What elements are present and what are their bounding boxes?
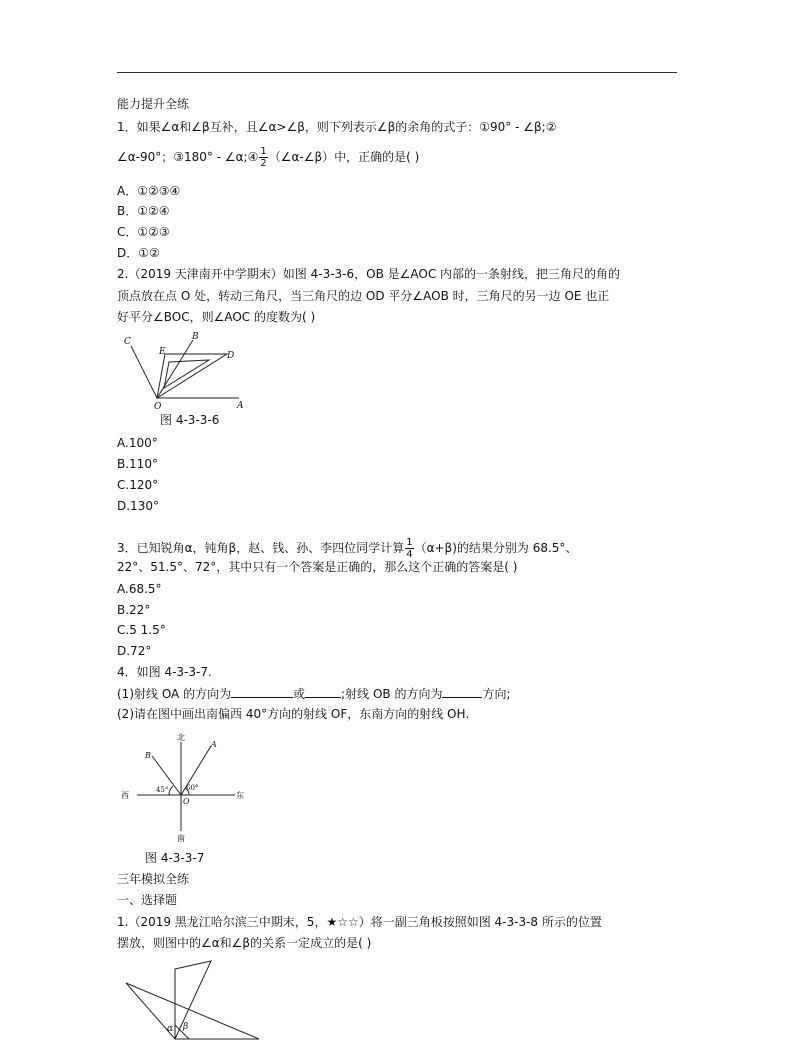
q1-line2-a: ∠α-90°；③180° - ∠α;④	[117, 150, 259, 164]
q1-frac-num: 1	[260, 146, 267, 157]
label-e: E	[159, 347, 166, 357]
section-title-mock: 三年模拟全练	[117, 872, 190, 886]
q4-blank-2[interactable]	[305, 685, 341, 698]
q4-blank-1[interactable]	[231, 685, 293, 698]
label-o: O	[154, 402, 162, 410]
q2-option-c: C.120°	[117, 478, 159, 492]
q3-frac-den: 4	[406, 549, 413, 560]
q2-line2: 顶点放在点 O 处，转动三角尺，当三角尺的边 OD 平分∠AOB 时，三角尺的另一边 OE 也正	[117, 289, 610, 303]
q1-line1: 1．如果∠α和∠β互补，且∠α>∠β，则下列表示∠β的余角的式子：①90° - ∠β;②	[117, 120, 557, 134]
q2-option-b: B.110°	[117, 457, 158, 471]
top-rule	[117, 72, 677, 73]
label-beta: β	[183, 1022, 189, 1032]
q3-line1	[117, 537, 577, 560]
q1-option-d: D．①②	[117, 246, 160, 260]
label-south: 南	[177, 834, 185, 843]
q1-frac-den: 2	[260, 158, 267, 169]
q3-option-a: A.68.5°	[117, 582, 162, 596]
q2-line3: 好平分∠BOC，则∠AOC 的度数为( )	[117, 310, 316, 324]
section-title-ability: 能力提升全练	[117, 97, 190, 111]
q2-option-a: A.100°	[117, 436, 158, 450]
figure-4-3-3-8	[117, 955, 287, 1043]
q4-line3: (2)请在图中画出南偏西 40°方向的射线 OF，东南方向的射线 OH.	[117, 707, 470, 721]
label-a: A	[237, 401, 244, 410]
q4-line2-b: 或	[293, 687, 306, 701]
q5-line2: 摆放，则图中的∠α和∠β的关系一定成立的是( )	[117, 936, 372, 950]
q1-option-c: C．①②③	[117, 225, 170, 239]
label-b: B	[192, 332, 199, 342]
q3-line1-b: （α+β)的结果分别为 68.5°、	[414, 541, 578, 555]
q4-line2-c: ;射线 OB 的方向为	[341, 687, 443, 701]
label-alpha: α	[167, 1024, 174, 1034]
q4-line2-a: (1)射线 OA 的方向为	[117, 687, 232, 701]
figure-4-3-3-6	[117, 330, 252, 410]
arc-45	[169, 786, 173, 795]
q3-line2: 22°、51.5°、72°，其中只有一个答案是正确的，那么这个正确的答案是( )	[117, 560, 518, 574]
label-east: 东	[236, 791, 244, 800]
label-north: 北	[177, 733, 185, 742]
q4-line2-d: 方向;	[482, 687, 511, 701]
ray-oc	[131, 346, 157, 398]
q3-option-b: B.22°	[117, 603, 151, 617]
section-subtitle-choice: 一、选择题	[117, 893, 178, 907]
label-b: B	[145, 751, 151, 760]
q3-fraction	[405, 537, 413, 560]
set-square-top	[175, 961, 211, 1039]
q3-option-d: D.72°	[117, 644, 152, 658]
q1-fraction	[259, 146, 267, 169]
q3-frac-num: 1	[406, 537, 413, 548]
label-60deg: 60°	[186, 784, 199, 792]
q4-blank-3[interactable]	[442, 685, 482, 698]
q4-line1: 4．如图 4-3-3-7.	[117, 665, 212, 679]
q1-option-a: A．①②③④	[117, 184, 181, 198]
q2-caption: 图 4-3-3-6	[160, 413, 220, 427]
q3-option-c: C.5 1.5°	[117, 623, 166, 637]
figure-4-3-3-7	[117, 728, 247, 848]
label-d: D	[227, 351, 235, 361]
q4-caption: 图 4-3-3-7	[145, 851, 205, 865]
label-o: O	[183, 797, 190, 806]
label-west: 西	[121, 791, 129, 800]
q2-line1: 2.（2019 天津南开中学期末）如图 4-3-3-6，OB 是∠AOC 内部的一条射线，把三角尺的角的	[117, 267, 621, 281]
label-45deg: 45°	[156, 786, 169, 794]
triangle-ruler-inner	[164, 360, 209, 388]
label-c: C	[124, 337, 131, 347]
label-a: A	[211, 740, 217, 749]
q1-line2	[117, 146, 419, 169]
q1-option-b: B．①②④	[117, 204, 170, 218]
set-square-left	[126, 983, 259, 1039]
q1-line2-b: （∠α-∠β）中，正确的是( )	[268, 150, 420, 164]
q3-line1-a: 3．已知锐角α，钝角β，赵、钱、孙、李四位同学计算	[117, 541, 405, 555]
q4-line2	[117, 685, 511, 702]
q5-line1: 1.（2019 黑龙江哈尔滨三中期末，5，★☆☆）将一副三角板按照如图 4-3-3-8 所示的位置	[117, 915, 602, 929]
q2-option-d: D.130°	[117, 499, 159, 513]
